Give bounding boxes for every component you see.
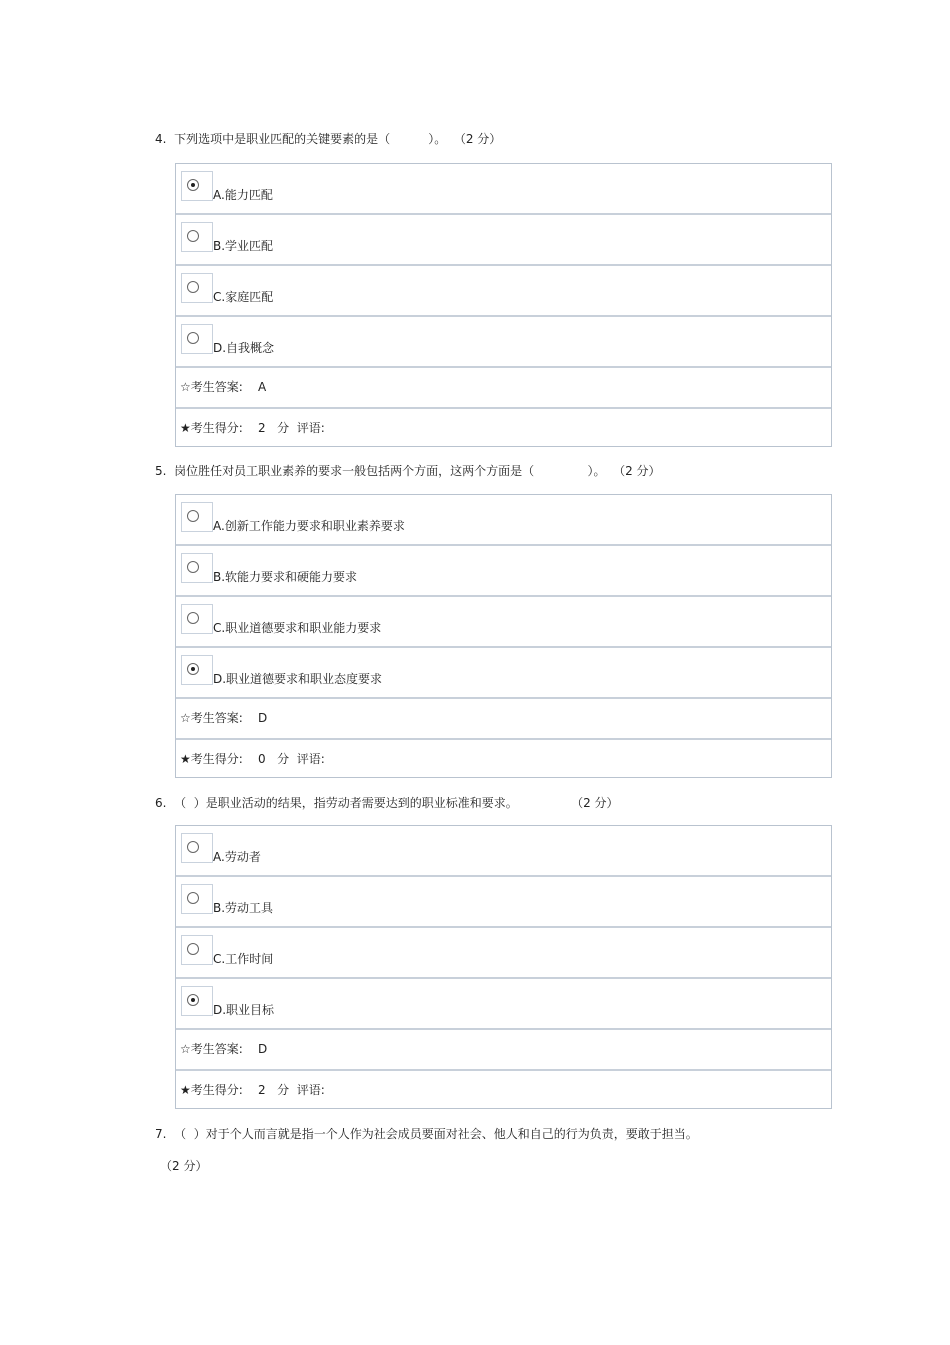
radio-icon (187, 994, 199, 1006)
question-6-box (175, 825, 832, 1109)
option-label: C.职业道德要求和职业能力要求 (213, 621, 382, 635)
option-d[interactable] (176, 317, 831, 368)
option-b[interactable] (176, 877, 831, 928)
radio-button[interactable] (181, 324, 213, 354)
option-label: B.学业匹配 (213, 239, 274, 253)
question-4-title: 4. 下列选项中是职业匹配的关键要素的是（ ）。 （2 分） (155, 132, 502, 146)
option-label: C.工作时间 (213, 952, 274, 966)
radio-button[interactable] (181, 502, 213, 532)
student-answer-row (176, 699, 831, 740)
radio-icon (187, 510, 199, 522)
question-7-points: （2 分） (160, 1159, 208, 1173)
radio-icon (187, 892, 199, 904)
radio-button[interactable] (181, 655, 213, 685)
student-answer-row (176, 368, 831, 409)
option-b[interactable] (176, 546, 831, 597)
radio-selected-dot (191, 183, 195, 187)
radio-button[interactable] (181, 833, 213, 863)
student-score: ★考生得分: 0 分 评语: (180, 752, 325, 766)
radio-selected-dot (191, 667, 195, 671)
option-label: D.自我概念 (213, 341, 275, 355)
option-label: B.劳动工具 (213, 901, 274, 915)
radio-icon (187, 179, 199, 191)
option-label: D.职业目标 (213, 1003, 275, 1017)
student-answer: ☆考生答案: D (180, 711, 268, 725)
student-score-row (176, 409, 831, 449)
radio-button[interactable] (181, 222, 213, 252)
radio-button[interactable] (181, 604, 213, 634)
radio-icon (187, 561, 199, 573)
student-answer: ☆考生答案: D (180, 1042, 268, 1056)
radio-button[interactable] (181, 553, 213, 583)
option-a[interactable] (176, 164, 831, 215)
student-answer: ☆考生答案: A (180, 380, 267, 394)
radio-icon (187, 663, 199, 675)
radio-icon (187, 943, 199, 955)
radio-button[interactable] (181, 935, 213, 965)
radio-button[interactable] (181, 884, 213, 914)
radio-selected-dot (191, 998, 195, 1002)
question-4-box (175, 163, 832, 447)
radio-button[interactable] (181, 986, 213, 1016)
option-c[interactable] (176, 597, 831, 648)
radio-icon (187, 230, 199, 242)
student-score-row (176, 740, 831, 780)
option-c[interactable] (176, 266, 831, 317)
question-6-title: 6. （ ）是职业活动的结果，指劳动者需要达到的职业标准和要求。 （2 分） (155, 796, 619, 810)
option-label: C.家庭匹配 (213, 290, 274, 304)
question-7-title: 7. （ ）对于个人而言就是指一个人作为社会成员要面对社会、他人和自己的行为负责，要敢于担当。 (155, 1127, 698, 1141)
option-c[interactable] (176, 928, 831, 979)
question-5-box (175, 494, 832, 778)
radio-icon (187, 332, 199, 344)
radio-button[interactable] (181, 171, 213, 201)
option-label: A.创新工作能力要求和职业素养要求 (213, 519, 405, 533)
radio-icon (187, 281, 199, 293)
student-score: ★考生得分: 2 分 评语: (180, 1083, 325, 1097)
option-label: D.职业道德要求和职业态度要求 (213, 672, 383, 686)
student-score-row (176, 1071, 831, 1111)
option-label: B.软能力要求和硬能力要求 (213, 570, 358, 584)
option-label: A.劳动者 (213, 850, 261, 864)
option-d[interactable] (176, 979, 831, 1030)
question-5-title: 5. 岗位胜任对员工职业素养的要求一般包括两个方面，这两个方面是（ ）。 （2 分） (155, 464, 661, 478)
student-score: ★考生得分: 2 分 评语: (180, 421, 325, 435)
radio-button[interactable] (181, 273, 213, 303)
student-answer-row (176, 1030, 831, 1071)
radio-icon (187, 612, 199, 624)
option-a[interactable] (176, 826, 831, 877)
option-b[interactable] (176, 215, 831, 266)
option-d[interactable] (176, 648, 831, 699)
option-a[interactable] (176, 495, 831, 546)
radio-icon (187, 841, 199, 853)
option-label: A.能力匹配 (213, 188, 273, 202)
